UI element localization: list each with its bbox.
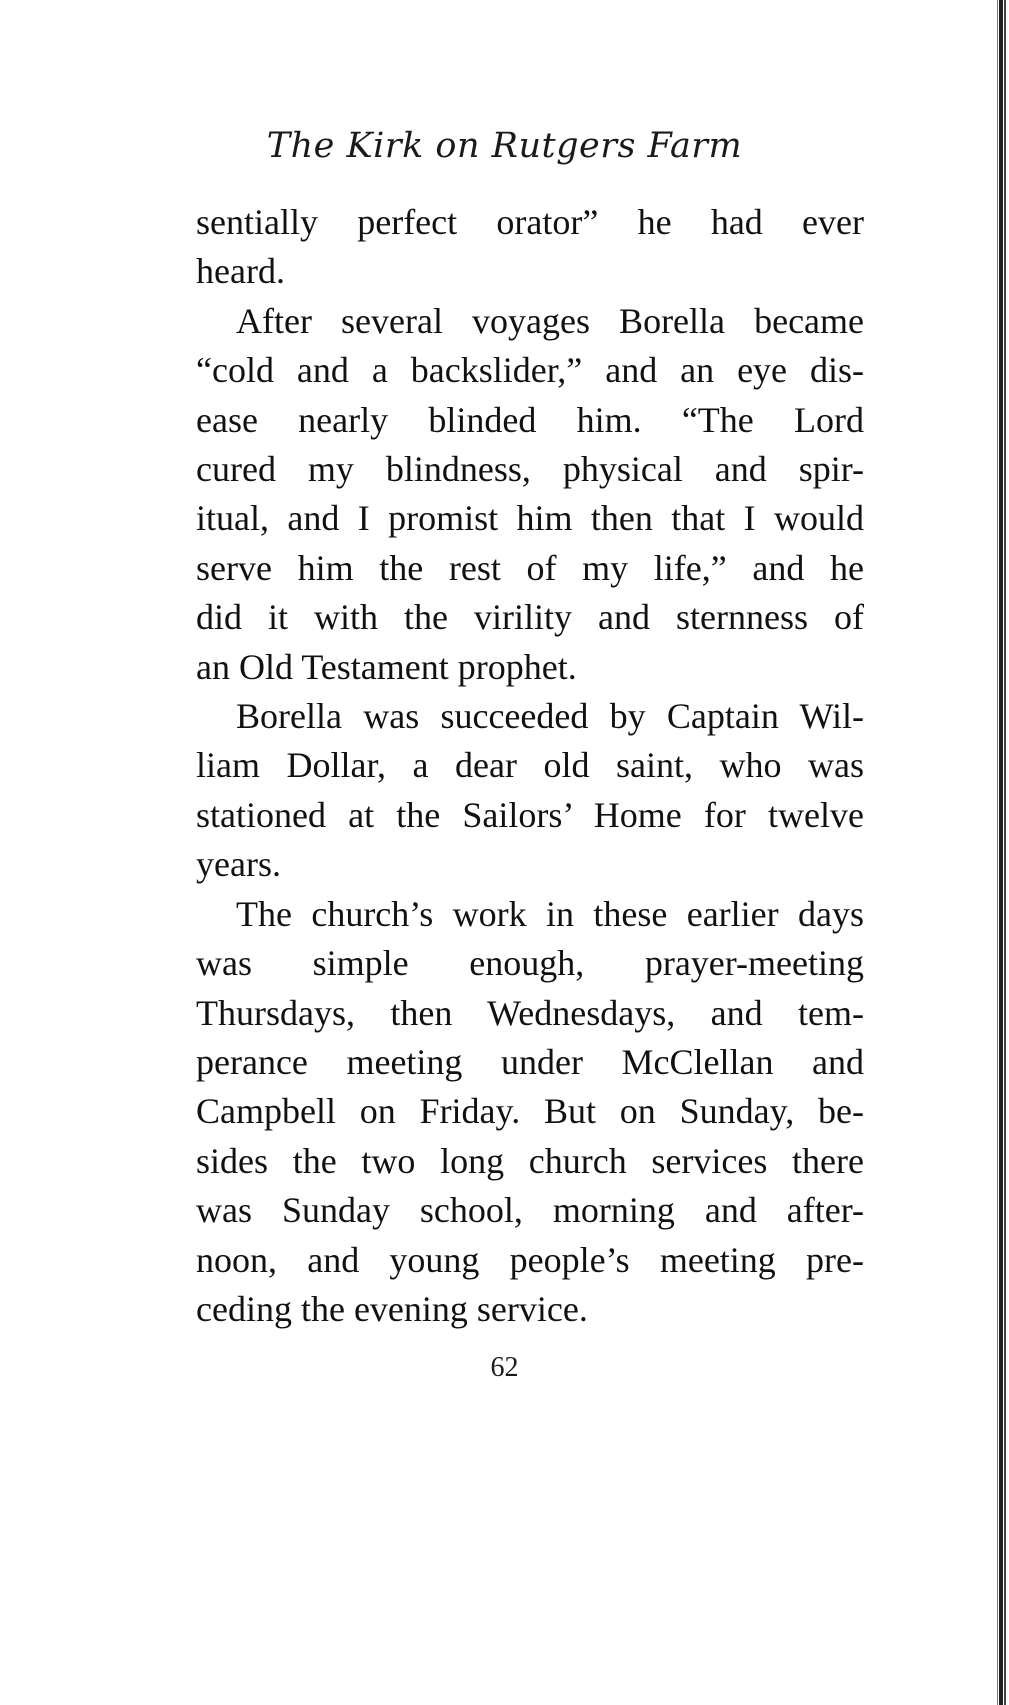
- text-line: Thursdays, then Wednesdays, and tem-: [196, 992, 864, 1033]
- edge-line-outer: [1004, 0, 1006, 1705]
- paragraph-2: [196, 297, 864, 692]
- text-line: years.: [196, 844, 281, 885]
- text-line: an Old Testament prophet.: [196, 646, 577, 687]
- body-text: [196, 198, 864, 1334]
- text-line: serve him the rest of my life,” and he: [196, 547, 864, 588]
- text-line: sides the two long church services there: [196, 1140, 864, 1181]
- text-line: liam Dollar, a dear old saint, who was: [196, 745, 864, 786]
- text-line: did it with the virility and sternness of: [196, 597, 864, 638]
- paragraph-1: [196, 198, 864, 297]
- paragraph-3: [196, 692, 864, 890]
- text-line: sentially perfect orator” he had ever: [196, 202, 864, 242]
- text-line: The church’s work in these earlier days: [236, 893, 864, 934]
- text-line: Borella was succeeded by Captain Wil-: [236, 696, 864, 737]
- text-line: itual, and I promist him then that I would: [196, 498, 864, 539]
- text-line: noon, and young people’s meeting pre-: [196, 1239, 864, 1280]
- text-line: “cold and a backslider,” and an eye dis-: [196, 350, 864, 391]
- text-line: ease nearly blinded him. “The Lord: [196, 399, 864, 440]
- text-line: cured my blindness, physical and spir-: [196, 449, 864, 490]
- text-line: After several voyages Borella became: [236, 300, 864, 341]
- text-line: stationed at the Sailors’ Home for twelve: [196, 794, 864, 835]
- text-line: was simple enough, prayer-meeting: [196, 943, 864, 984]
- running-head: The Kirk on Rutgers Farm: [266, 126, 743, 166]
- page-edge-shadow: [989, 0, 1009, 1705]
- text-line: Campbell on Friday. But on Sunday, be-: [196, 1091, 864, 1132]
- text-line: ceding the evening service.: [196, 1288, 588, 1329]
- edge-line-main: [999, 0, 1003, 1705]
- page-number: 62: [490, 1352, 519, 1383]
- text-line: was Sunday school, morning and after-: [196, 1190, 864, 1231]
- edge-line-fringe: [997, 0, 998, 1705]
- text-line: perance meeting under McClellan and: [196, 1041, 864, 1082]
- paragraph-4: [196, 890, 864, 1335]
- text-line: heard.: [196, 251, 285, 292]
